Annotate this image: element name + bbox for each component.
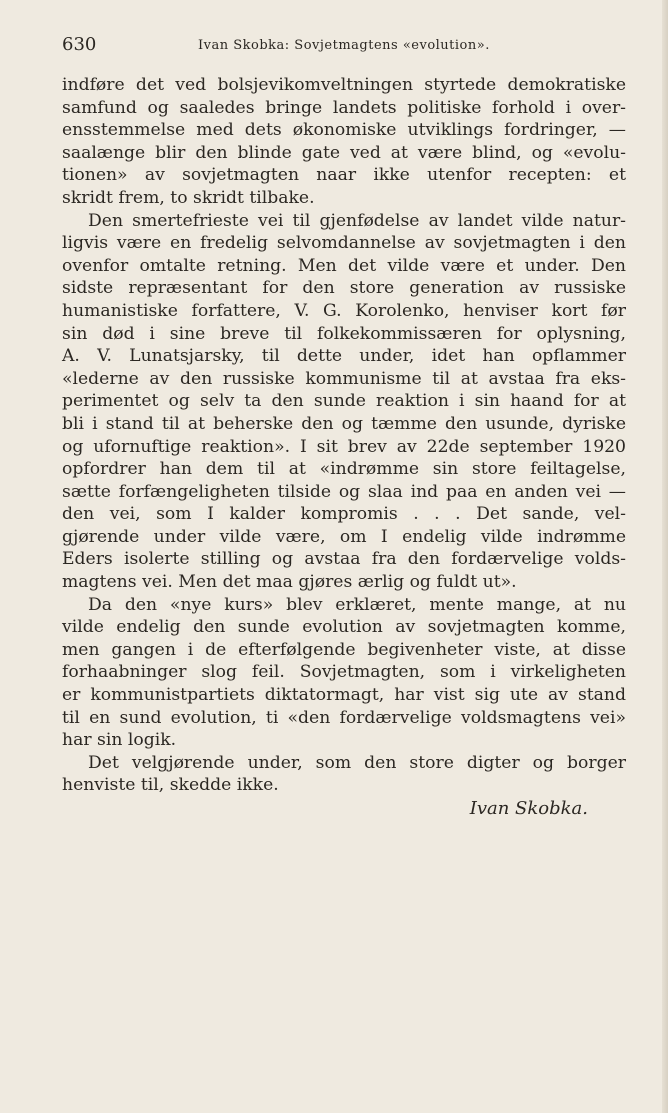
text-line: Det velgjørende under, som den store digter og borger: [88, 752, 626, 773]
paragraph: [62, 210, 626, 594]
author-signature: Ivan Skobka.: [469, 798, 588, 819]
text-line: opfordrer han dem til at «indrømme sin store feiltagelse,: [62, 459, 626, 480]
text-line: har sin logik.: [62, 730, 177, 751]
text-line: og ufornuftige reaktion». I sit brev av 22de september 1920: [62, 436, 626, 457]
text-line: ensstemmelse med dets økonomiske utviklings fordringer, —: [62, 120, 626, 141]
text-line: tionen» av sovjetmagten naar ikke utenfor recepten: et: [62, 165, 626, 186]
text-line: Den smertefrieste vei til gjenfødelse av landet vilde natur-: [88, 210, 626, 231]
text-line: saalænge blir den blinde gate ved at være blind, og «evolu-: [62, 142, 626, 163]
text-line: sidste repræsentant for den store generation av russiske: [62, 278, 626, 299]
text-line: sætte forfængeligheten tilside og slaa ind paa en anden vei —: [62, 481, 626, 502]
text-line: A. V. Lunatsjarsky, til dette under, idet han opflammer: [62, 346, 626, 367]
body-text: [62, 74, 626, 821]
paragraph: [62, 74, 626, 210]
text-line: forhaabninger slog feil. Sovjetmagten, som i virkeligheten: [62, 662, 626, 683]
text-line: indføre det ved bolsjevikomveltningen styrtede demokratiske: [62, 75, 626, 95]
page-number: 630: [62, 34, 97, 55]
text-line: Eders isolerte stilling og avstaa fra den fordærvelige volds-: [62, 549, 626, 570]
text-line: «lederne av den russiske kommunisme til at avstaa fra eks-: [62, 368, 626, 389]
paragraph: [62, 594, 626, 752]
paragraph: [62, 752, 626, 797]
text-line: magtens vei. Men det maa gjøres ærlig og fuldt ut».: [62, 572, 517, 593]
page-edge: [662, 0, 668, 1113]
text-line: vilde endelig den sunde evolution av sovjetmagten komme,: [62, 617, 626, 638]
text-line: er kommunistpartiets diktatormagt, har vist sig ute av stand: [62, 685, 626, 706]
text-line: samfund og saaledes bringe landets politiske forhold i over-: [62, 97, 626, 118]
text-line: til en sund evolution, ti «den fordærvelige voldsmagtens vei»: [62, 707, 626, 728]
text-line: sin død i sine breve til folkekommissæren for oplysning,: [62, 323, 626, 344]
text-line: men gangen i de efterfølgende begivenheter viste, at disse: [62, 639, 626, 660]
text-line: bli i stand til at beherske den og tæmme den usunde, dyriske: [62, 413, 626, 434]
text-line: den vei, som I kalder kompromis . . . Det sande, vel-: [62, 504, 626, 525]
text-line: Da den «nye kurs» blev erklæret, mente mange, at nu: [88, 594, 626, 615]
text-line: gjørende under vilde være, om I endelig vilde indrømme: [62, 526, 626, 547]
text-line: perimentet og selv ta den sunde reaktion i sin haand for at: [62, 391, 626, 412]
text-line: ligvis være en fredelig selvomdannelse av sovjetmagten i den: [62, 233, 626, 254]
text-line: ovenfor omtalte retning. Men det vilde være et under. Den: [62, 255, 626, 276]
text-line: humanistiske forfattere, V. G. Korolenko, henviser kort før: [62, 300, 626, 321]
running-title: Ivan Skobka: Sovjetmagtens «evolution».: [198, 38, 490, 53]
text-line: henviste til, skedde ikke.: [62, 775, 279, 796]
text-line: skridt frem, to skridt tilbake.: [62, 187, 315, 208]
running-header: [62, 34, 622, 56]
